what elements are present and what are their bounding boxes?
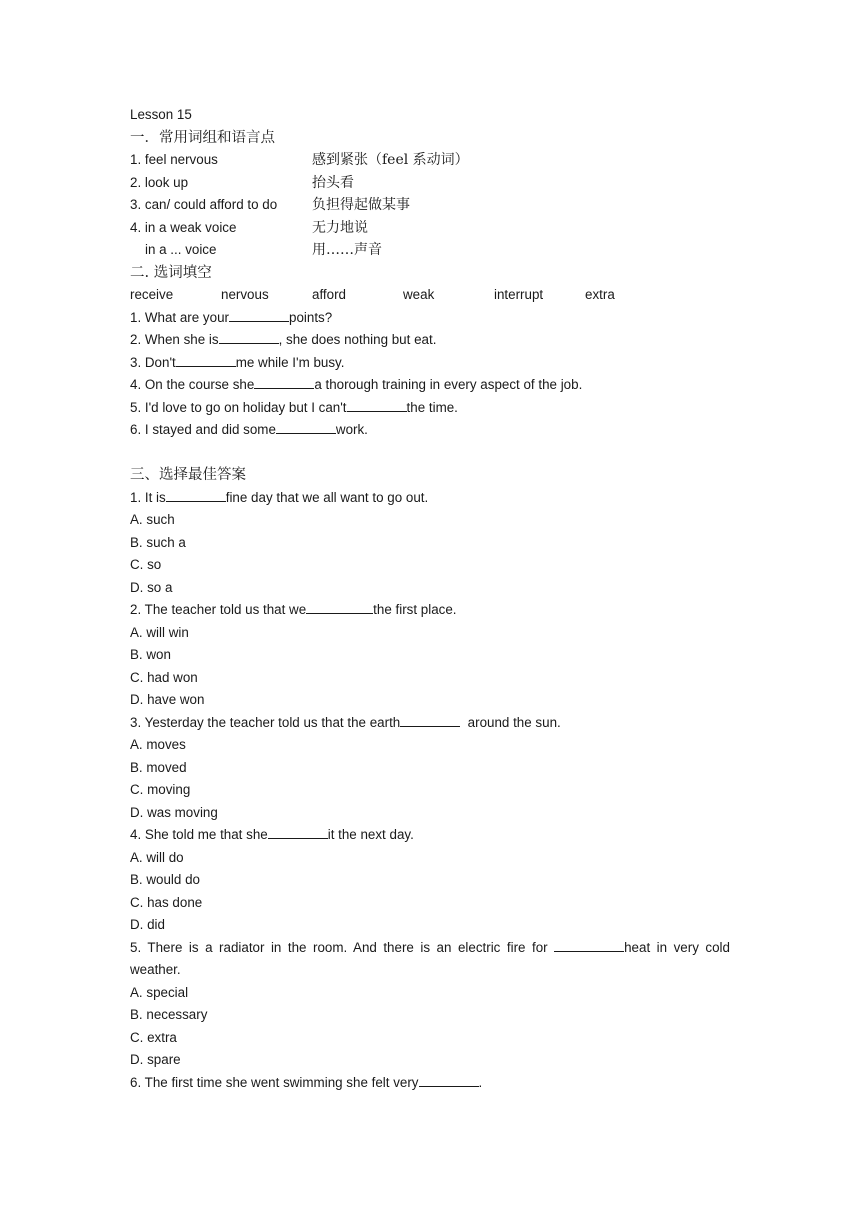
phrase-english: 1. feel nervous [130,152,218,167]
section-3-heading: 三、选择最佳答案 [130,467,246,483]
phrase-row [130,149,730,172]
fill-question: 3. Don't me while I'm busy. [130,352,730,375]
spacer [130,442,730,465]
phrase-english: in a ... voice [145,242,217,257]
mc-option: B. would do [130,872,200,887]
mc-option: B. won [130,647,171,662]
mc-question: 1. It is fine day that we all want to go out. [130,487,730,510]
phrase-chinese: 无力地说 [312,219,368,236]
mc-option: C. has done [130,894,203,910]
mc-option: A. such [130,512,175,527]
answer-blank [229,307,289,322]
mc-option: B. such a [130,534,186,550]
answer-blank [268,824,328,839]
section-1-heading: 一．常用词组和语言点 [130,129,275,146]
word-bank [130,284,730,307]
mc-option: C. so [130,557,162,572]
word-bank-item: afford [312,287,346,302]
answer-blank [276,419,336,434]
answer-blank [166,487,226,502]
mc-question: 2. The teacher told us that we the first place. [130,599,730,622]
mc-option: C. moving [130,782,191,797]
fill-question: 2. When she is , she does nothing but eat. [130,329,730,352]
answer-blank [254,374,314,389]
word-bank-item: extra [585,287,615,302]
word-bank-item: interrupt [494,287,544,302]
lesson-title: Lesson 15 [130,107,192,122]
answer-blank [219,329,279,344]
phrase-chinese: 负担得起做某事 [312,197,410,213]
phrase-english: 4. in a weak voice [130,219,237,235]
mc-question: 4. She told me that she it the next day. [130,824,730,847]
mc-option: C. had won [130,669,198,685]
phrase-english: 3. can/ could afford to do [130,197,278,212]
phrase-chinese: 抬头看 [312,174,354,191]
mc-option: D. so a [130,579,173,595]
fill-question: 1. What are your points? [130,307,730,330]
phrase-chinese: 用……声音 [312,242,382,258]
mc-question: 3. Yesterday the teacher told us that the earth around the sun. [130,712,730,735]
mc-option: B. necessary [130,1007,208,1022]
phrase-row [130,172,730,195]
mc-option: D. have won [130,692,205,707]
answer-blank [419,1072,479,1087]
fill-question: 4. On the course she a thorough training in every aspect of the job. [130,374,730,397]
mc-option: D. was moving [130,804,218,820]
mc-option: A. will do [130,849,184,865]
word-bank-item: nervous [221,287,269,302]
mc-option: A. will win [130,624,189,640]
phrase-row [130,217,730,240]
document-content [130,104,730,1094]
fill-question: 5. I'd love to go on holiday but I can't the time. [130,397,730,420]
fill-question: 6. I stayed and did some work. [130,419,730,442]
answer-blank [306,599,373,614]
phrase-row [130,239,730,262]
mc-question: 6. The first time she went swimming she felt very . [130,1072,730,1095]
answer-blank [400,712,460,727]
mc-option: A. moves [130,737,186,752]
phrase-chinese: 感到紧张（feel 系动词） [312,152,469,168]
phrase-english: 2. look up [130,174,189,190]
answer-blank [554,937,624,952]
answer-blank [176,352,236,367]
mc-option: B. moved [130,759,187,775]
mc-option: C. extra [130,1029,177,1045]
section-2-heading: 二. 选词填空 [130,264,212,281]
mc-option: D. spare [130,1052,181,1067]
word-bank-item: receive [130,287,174,302]
mc-option: A. special [130,984,189,1000]
word-bank-item: weak [403,287,435,302]
mc-question: 5. There is a radiator in the room. And there is an electric fire for heat in very cold weather. [130,937,730,982]
answer-blank [347,397,407,412]
mc-option: D. did [130,917,165,932]
phrase-row [130,194,730,217]
